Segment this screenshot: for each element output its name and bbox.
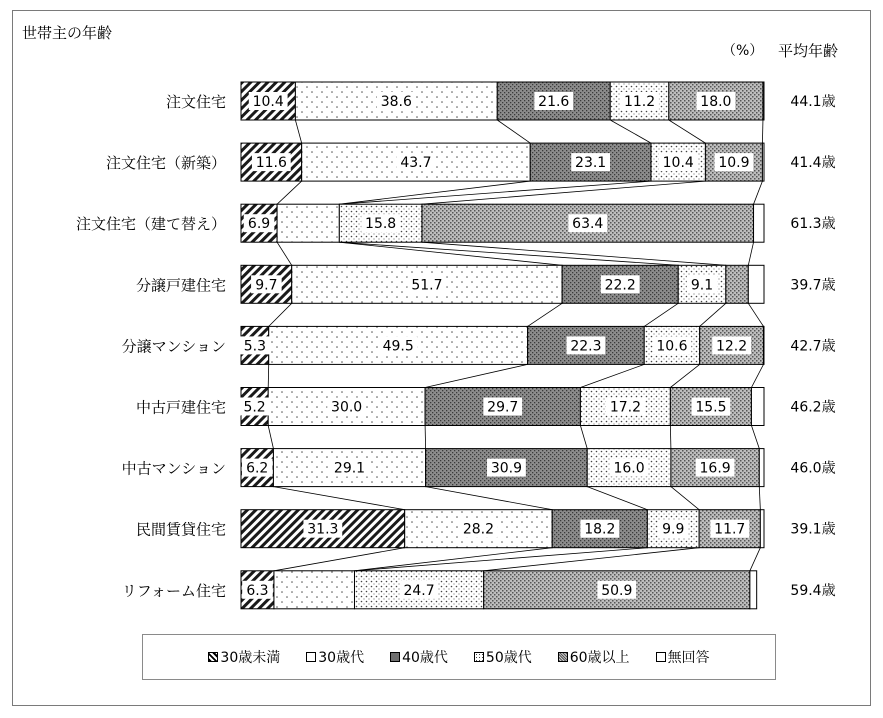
connector-line	[751, 426, 759, 449]
legend-item	[306, 647, 364, 667]
bar-segment	[751, 388, 764, 426]
legend-item	[474, 647, 532, 667]
data-label: 15.8	[365, 216, 397, 233]
bar-segment	[277, 204, 339, 242]
data-label: 5.3	[243, 338, 266, 355]
category-label: 注文住宅	[165, 93, 226, 111]
data-label: 28.2	[462, 521, 495, 538]
data-label: 22.3	[570, 338, 602, 355]
average-age-value: 61.3歳	[790, 216, 836, 233]
legend-label: 40歳代	[402, 650, 448, 666]
legend-swatch-icon	[474, 652, 484, 662]
connector-line	[669, 120, 706, 143]
data-label: 24.7	[403, 582, 435, 599]
connector-line	[759, 487, 760, 510]
data-label: 38.6	[380, 94, 412, 110]
data-label: 9.7	[255, 277, 278, 294]
connector-line	[587, 487, 647, 510]
legend-swatch-icon	[208, 652, 218, 662]
data-label: 49.5	[382, 338, 414, 355]
connector-line	[295, 120, 301, 143]
data-label: 10.4	[252, 94, 284, 110]
connector-line	[484, 548, 699, 571]
data-label: 10.9	[718, 155, 750, 172]
data-label: 16.9	[699, 460, 731, 477]
data-label: 17.2	[609, 399, 641, 416]
average-age-value: 44.1歳	[790, 94, 836, 110]
data-label: 10.4	[662, 155, 694, 172]
category-label: 中古戸建住宅	[135, 398, 226, 417]
data-label: 11.6	[255, 155, 287, 172]
connector-line	[748, 242, 753, 265]
connector-line	[339, 242, 678, 265]
legend	[142, 634, 776, 680]
data-label: 11.2	[623, 94, 656, 110]
bar-segment	[726, 265, 748, 303]
unit-label: （%）	[722, 43, 764, 59]
average-age-value: 46.0歳	[790, 460, 836, 477]
bar-segment	[759, 449, 764, 487]
connector-line	[700, 303, 726, 326]
data-label: 29.7	[487, 399, 519, 416]
data-label: 50.9	[601, 582, 633, 599]
connector-line	[644, 303, 678, 326]
legend-item	[390, 647, 448, 667]
connector-line	[610, 120, 651, 143]
data-label: 18.0	[700, 94, 732, 110]
connector-line	[580, 426, 587, 449]
legend-item	[656, 647, 710, 667]
category-label: 分譲戸建住宅	[135, 276, 226, 295]
category-label: 分譲マンション	[121, 337, 226, 356]
connector-line	[277, 181, 302, 204]
connector-line	[748, 303, 763, 326]
connector-line	[422, 181, 705, 204]
legend-label: 30歳未満	[220, 650, 281, 666]
connector-line	[426, 487, 553, 510]
connector-line	[671, 487, 699, 510]
connector-line	[339, 181, 651, 204]
data-label: 12.2	[715, 338, 748, 355]
legend-swatch-icon	[558, 652, 568, 662]
category-label: 注文住宅（建て替え）	[75, 215, 226, 234]
connector-line	[528, 303, 563, 326]
legend-swatch-icon	[656, 652, 666, 662]
category-label: 注文住宅（新築）	[105, 154, 226, 173]
legend-label: 30歳代	[318, 650, 365, 666]
average-age-value: 42.7歳	[790, 338, 836, 355]
data-label: 29.1	[333, 460, 366, 477]
connector-line	[750, 548, 760, 571]
connector-line	[268, 364, 269, 387]
connector-line	[580, 364, 644, 387]
bar-segment	[754, 204, 764, 242]
average-age-value: 59.4歳	[790, 582, 836, 599]
connector-line	[670, 426, 671, 449]
connector-line	[273, 487, 404, 510]
average-age-header: 平均年齢	[778, 42, 839, 60]
connector-line	[670, 364, 699, 387]
average-age-value: 46.2歳	[790, 399, 836, 416]
data-label: 6.9	[247, 216, 271, 233]
bar-segment	[763, 82, 764, 120]
connector-line	[339, 181, 530, 204]
data-label: 6.3	[246, 582, 269, 599]
legend-swatch-icon	[390, 652, 400, 662]
data-label: 51.7	[411, 277, 443, 294]
data-label: 63.4	[572, 216, 604, 233]
category-label: リフォーム住宅	[121, 581, 226, 600]
legend-item	[208, 647, 280, 667]
average-age-value: 39.7歳	[790, 277, 836, 294]
data-label: 30.0	[331, 399, 363, 416]
bar-segment	[762, 143, 764, 181]
legend-swatch-icon	[306, 652, 316, 662]
category-label: 中古マンション	[121, 459, 226, 478]
data-label: 30.9	[490, 460, 523, 477]
data-label: 43.7	[400, 155, 432, 172]
chart-title: 世帯主の年齢	[22, 24, 113, 42]
connector-line	[425, 364, 528, 387]
data-label: 10.6	[656, 338, 688, 355]
legend-item	[558, 647, 630, 667]
data-label: 5.2	[243, 399, 266, 416]
data-label: 6.2	[246, 460, 269, 477]
average-age-value: 39.1歳	[790, 521, 836, 538]
data-label: 9.9	[662, 521, 685, 538]
bar-segment	[763, 326, 764, 364]
connector-line	[277, 242, 292, 265]
category-label: 民間賃貸住宅	[135, 520, 226, 539]
data-label: 11.7	[714, 521, 746, 538]
connector-line	[425, 426, 426, 449]
connector-line	[497, 120, 530, 143]
connector-line	[422, 242, 726, 265]
connector-line	[754, 181, 763, 204]
bar-segment	[274, 571, 355, 609]
data-label: 21.6	[538, 94, 570, 110]
data-label: 9.1	[690, 277, 714, 294]
average-age-value: 41.4歳	[790, 155, 836, 172]
legend-label: 60歳以上	[569, 650, 630, 666]
data-label: 18.2	[584, 521, 616, 538]
data-label: 16.0	[613, 460, 645, 477]
data-label: 23.1	[575, 155, 607, 172]
connector-line	[269, 303, 292, 326]
data-label: 15.5	[695, 399, 727, 416]
data-label: 31.3	[307, 521, 339, 538]
bar-segment	[760, 510, 764, 548]
legend-label: 無回答	[667, 650, 710, 666]
connector-line	[751, 364, 763, 387]
connector-line	[354, 548, 647, 571]
connector-line	[268, 426, 273, 449]
legend-label: 50歳代	[485, 650, 532, 666]
connector-line	[339, 242, 562, 265]
data-label: 22.2	[604, 277, 636, 294]
bar-segment	[750, 571, 757, 609]
bar-segment	[748, 265, 764, 303]
connector-line	[762, 120, 763, 143]
